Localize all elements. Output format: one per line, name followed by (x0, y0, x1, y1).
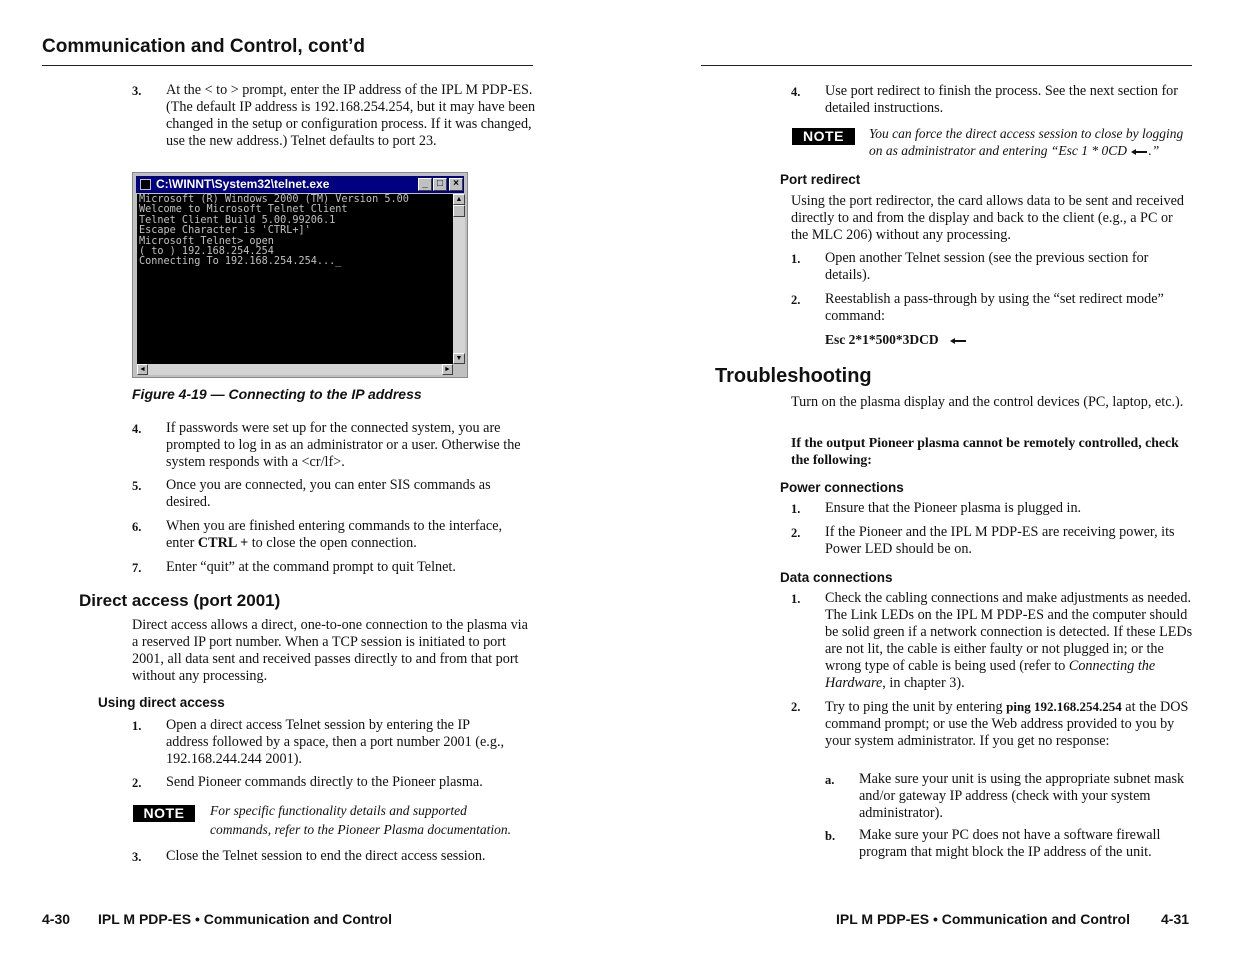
console-icon (140, 179, 151, 190)
horizontal-scrollbar[interactable] (137, 364, 453, 375)
step-number: 2. (791, 526, 801, 540)
step-text: Use port redirect to finish the process. See the next section for detailed instructions. (825, 83, 1179, 116)
footer-title-left: IPL M PDP-ES • Communication and Control (98, 911, 392, 927)
step-text (825, 698, 1193, 750)
step-number: 1. (791, 252, 801, 266)
subheading-data-connections: Data connections (780, 570, 893, 585)
step-number: 1. (791, 502, 801, 516)
resize-grip-icon[interactable] (453, 364, 465, 375)
scroll-up-icon[interactable]: ▲ (453, 194, 465, 205)
minimize-icon[interactable]: _ (418, 178, 432, 191)
reference-title: Connecting the Hardware (825, 658, 1156, 691)
step-text: Reestablish a pass-through by using the “set redirect mode” command: (825, 291, 1164, 324)
section-heading-direct-access: Direct access (port 2001) (79, 591, 281, 610)
scroll-left-icon[interactable]: ◄ (137, 364, 148, 375)
console-line: Welcome to Microsoft Telnet Client (139, 204, 348, 216)
step-text (166, 518, 511, 552)
step-number: 1. (791, 592, 801, 606)
footer-title-right: IPL M PDP-ES • Communication and Control (836, 911, 1130, 927)
step-text: Close the Telnet session to end the direct access session. (166, 848, 486, 864)
step-number: 2. (791, 700, 801, 714)
vertical-scrollbar[interactable] (453, 194, 465, 364)
command-line (825, 332, 967, 348)
step-number: 7. (132, 561, 142, 575)
troubleshooting-paragraph: Turn on the plasma display and the control devices (PC, laptop, etc.). (791, 394, 1184, 410)
step-text: Open another Telnet session (see the previous section for details). (825, 250, 1149, 283)
scroll-down-icon[interactable]: ▼ (453, 353, 465, 364)
enter-arrow-icon (1130, 148, 1148, 156)
scroll-thumb[interactable] (453, 205, 465, 217)
figure-caption: Figure 4-19 — Connecting to the IP address (132, 386, 422, 402)
console-line: Microsoft (R) Windows 2000 (TM) Version 5.00 (139, 194, 409, 205)
note-badge: NOTE (133, 805, 195, 822)
step-number: 3. (132, 84, 142, 98)
step-number: 4. (132, 422, 142, 436)
console-line: Connecting To 192.168.254.254..._ (139, 256, 342, 268)
note-text: For specific functionality details and supported commands, refer to the Pioneer Plasma documentation. (210, 803, 511, 837)
step-letter: b. (825, 829, 836, 843)
troubleshooting-check-text: If the output Pioneer plasma cannot be remotely controlled, check the following: (791, 435, 1179, 467)
console-line: ( to ) 192.168.254.254 (139, 246, 274, 258)
telnet-console[interactable] (137, 194, 453, 364)
footer-page-number-right: 4-31 (1161, 911, 1190, 927)
key-combo: CTRL + (197, 535, 249, 551)
step-text: If passwords were set up for the connected system, you are prompted to log in as an administrator or a user. Otherwise the system responds with a <cr/lf>. (166, 420, 521, 470)
note-text-part: You can force the direct access session to close by logging on as administrator and entering “Esc 1 * 0CD (869, 126, 1184, 158)
console-line: Escape Character is 'CTRL+]' (139, 225, 311, 237)
console-line: Telnet Client Build 5.00.99206.1 (139, 214, 336, 226)
step-text-part: at the DOS command prompt; or use the Web address provided to you by your system administrator. If you get no response: (825, 699, 1189, 749)
step-number: 6. (132, 520, 142, 534)
step-text-part: When you are finished entering commands to the interface, enter (166, 518, 503, 551)
enter-arrow-icon (949, 337, 967, 345)
step-text: Open a direct access Telnet session by entering the IP address followed by a space, then a port number 2001 (e.g., 192.168.244.244 2001). (166, 717, 505, 767)
telnet-window (132, 172, 468, 378)
subheading-power-connections: Power connections (780, 480, 904, 495)
header-rule-left (42, 65, 533, 66)
page-title-left: Communication and Control, cont’d (42, 36, 365, 57)
direct-access-paragraph: Direct access allows a direct, one-to-one connection to the plasma via a reserved IP port number. When a TCP session is initiated to port 2001, all data sent and received passes directly to and from that port without any processing. (132, 617, 528, 684)
step-number: 2. (132, 776, 142, 790)
step-text (825, 590, 1193, 692)
telnet-title-bar (136, 176, 464, 193)
step-text: Make sure your unit is using the appropriate subnet mask and/or gateway IP address (check with your system administrator). (859, 771, 1185, 821)
subheading-using-direct-access: Using direct access (98, 695, 225, 710)
command-text: Esc 2*1*500*3DCD (825, 332, 939, 347)
step-text: Ensure that the Pioneer plasma is plugged in. (825, 500, 1082, 516)
step-text: If the Pioneer and the IPL M PDP-ES are receiving power, its Power LED should be on. (825, 524, 1175, 557)
step-text-part: , in chapter 3). (882, 675, 965, 691)
note-badge: NOTE (792, 128, 855, 145)
close-icon[interactable]: × (449, 178, 463, 191)
note-text-part: .” (1148, 143, 1160, 158)
console-line: Microsoft Telnet> open (139, 235, 274, 247)
step-number: 3. (132, 850, 142, 864)
step-text-part: Try to ping the unit by entering (825, 699, 1007, 715)
step-letter: a. (825, 773, 835, 787)
ping-command: ping 192.168.254.254 (1006, 699, 1122, 714)
step-number: 5. (132, 479, 142, 493)
note-text (869, 125, 1194, 159)
telnet-title: C:\WINNT\System32\telnet.exe (156, 177, 330, 191)
step-number: 4. (791, 85, 801, 99)
step-text: Make sure your PC does not have a software firewall program that might block the IP address of the unit. (859, 827, 1161, 860)
header-rule-right (701, 65, 1192, 66)
step-number: 1. (132, 719, 142, 733)
subheading-port-redirect: Port redirect (780, 172, 861, 187)
step-text: Enter “quit” at the command prompt to quit Telnet. (166, 559, 456, 575)
scroll-right-icon[interactable]: ► (442, 364, 453, 375)
step-text: Once you are connected, you can enter SIS commands as desired. (166, 477, 491, 510)
port-redirect-paragraph: Using the port redirector, the card allows data to be sent and received directly to and from the display and back to the client (e.g., a PC or the MLC 206) without any processing. (791, 193, 1184, 243)
step-number: 2. (791, 293, 801, 307)
section-heading-troubleshooting: Troubleshooting (715, 365, 872, 387)
step-text-part: to close the open connection. (248, 535, 417, 551)
footer-page-number-left: 4-30 (42, 911, 71, 927)
step-text: At the < to > prompt, enter the IP address of the IPL M PDP-ES. (The default IP address is 192.168.254.254, but it may have been changed in the setup or configuration process. If it was changed, use the new address.) Telnet defaults to port 23. (166, 82, 536, 149)
step-text-part: Check the cabling connections and make adjustments as needed. The Link LEDs on the IPL M PDP-ES and the computer should be solid green if a network connection is detected. If these LEDs are not lit, the cable is either faulty or not plugged in; or the wrong type of cable is being used (refer to (825, 590, 1193, 674)
step-text: Send Pioneer commands directly to the Pioneer plasma. (166, 774, 483, 790)
maximize-icon[interactable]: □ (433, 178, 447, 191)
